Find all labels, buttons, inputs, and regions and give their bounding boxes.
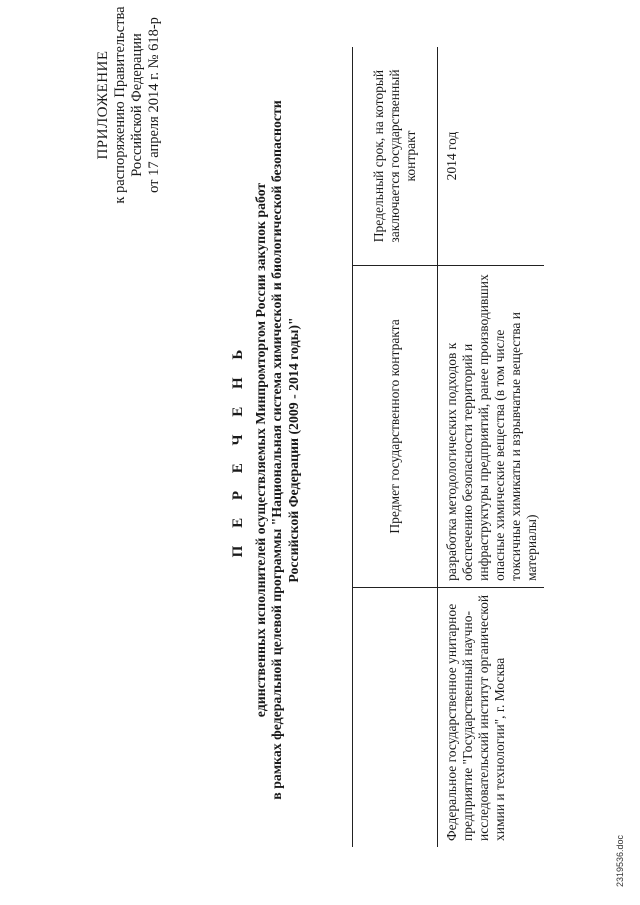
- title-line-3: Российской Федерации (2009 - 2014 годы)": [285, 317, 301, 583]
- title-word: П Е Р Е Ч Е Н Ь: [230, 342, 246, 558]
- document-title: [230, 55, 302, 845]
- contracts-table: [352, 47, 544, 847]
- header-contract-subject: Предмет государственного контракта: [353, 266, 438, 588]
- title-line-2: в рамках федеральной целевой программы "Национальная система химической и биологической безопасности: [269, 100, 284, 800]
- title-line-1: единственных исполнителей осуществляемых Минпромторгом России закупок работ: [252, 182, 268, 718]
- table-row: [438, 47, 545, 847]
- header-executor: [353, 587, 438, 847]
- appendix-block: [95, 0, 163, 215]
- appendix-heading: ПРИЛОЖЕНИЕ: [95, 50, 111, 160]
- doc-code: 2319536.doc: [615, 834, 625, 887]
- appendix-line-1: к распоряжению Правительства: [112, 6, 128, 204]
- cell-contract-subject: разработка методологических подходов к обеспечению безопасности территорий и инфраструктуры предприятий, ранее производивших опасные химические вещества (в том числе токсичные химикаты и взрывчатые вещества и материалы): [438, 266, 545, 588]
- cell-deadline: 2014 год: [438, 47, 545, 266]
- cell-executor: Федеральное государственное унитарное предприятие "Государственный научно-исследовательский институт органической химии и технологии", г. Москва: [444, 594, 507, 841]
- appendix-line-3: от 17 апреля 2014 г. № 618-р: [146, 17, 162, 193]
- header-deadline: Предельный срок, на который заключается государственный контракт: [353, 47, 438, 266]
- table-header-row: [353, 47, 438, 847]
- appendix-line-2: Российской Федерации: [129, 33, 145, 177]
